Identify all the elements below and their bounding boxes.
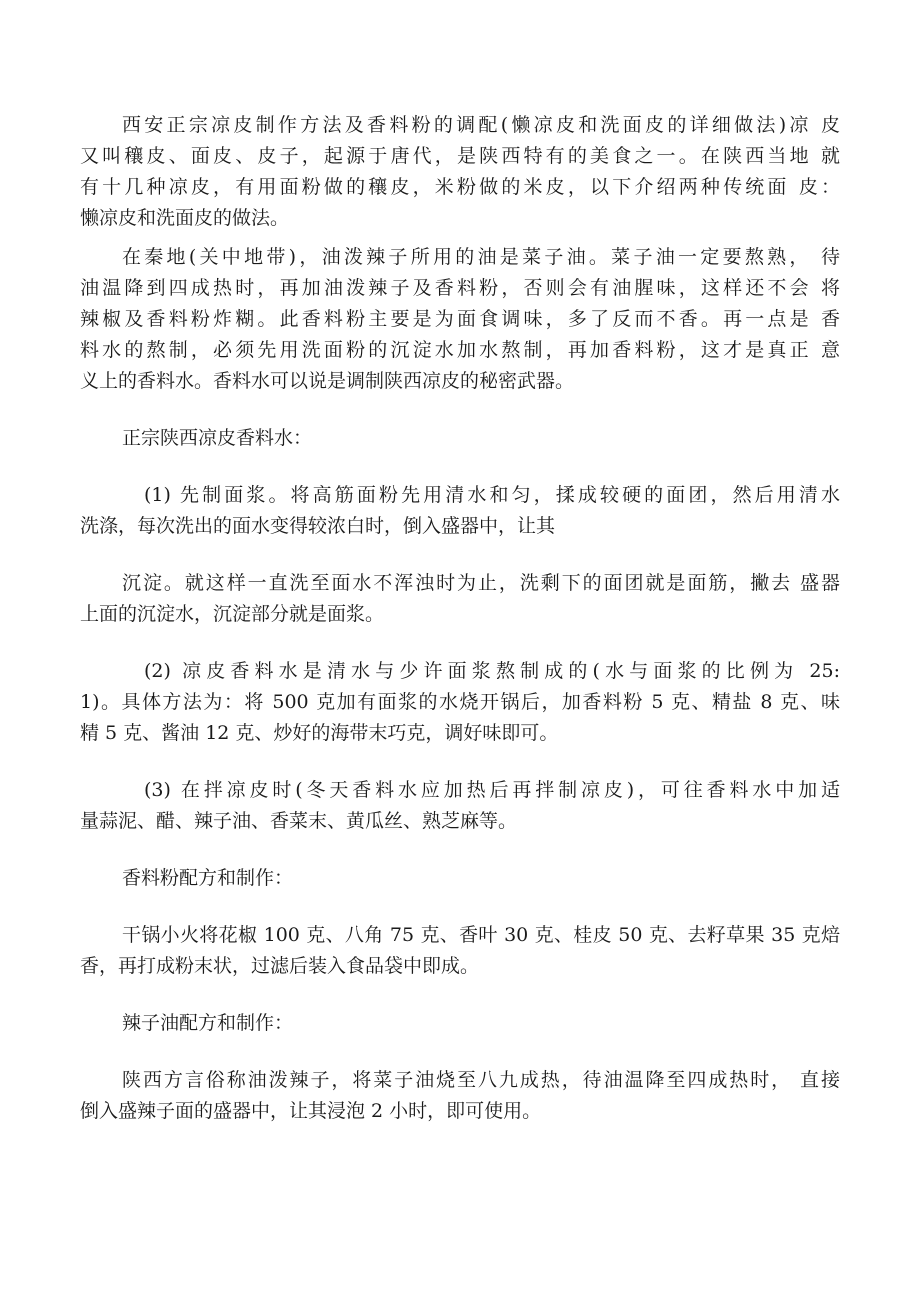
text-line: 料水的熬制，必须先用洗面粉的沉淀水加水熬制，再加香料粉，这才是真正 意 (80, 339, 840, 361)
text-line: (2) 凉皮香料水是清水与少许面浆熬制成的(水与面浆的比例为 25: (144, 660, 840, 682)
text-line: 懒凉皮和洗面皮的做法。 (80, 207, 290, 229)
text-line: 在秦地(关中地带)，油泼辣子所用的油是菜子油。菜子油一定要熬熟， 待 (122, 246, 840, 268)
text-line: 陕西方言俗称油泼辣子，将菜子油烧至八九成热，待油温降至四成热时， 直接 (122, 1069, 840, 1091)
step-1-continued-paragraph (80, 568, 840, 630)
step-1-paragraph (80, 480, 840, 542)
text-line: 西安正宗凉皮制作方法及香料粉的调配(懒凉皮和洗面皮的详细做法)凉 皮 (122, 114, 840, 136)
step-3-paragraph (80, 775, 840, 837)
section-heading: 辣子油配方和制作： (122, 1012, 294, 1034)
text-line: 倒入盛辣子面的盛器中，让其浸泡 2 小时，即可使用。 (80, 1100, 542, 1122)
chili-oil-heading (80, 1008, 840, 1039)
chili-oil-paragraph (80, 1065, 840, 1127)
section-heading: 香料粉配方和制作： (122, 867, 294, 889)
text-line: 有十几种凉皮，有用面粉做的穰皮，米粉做的米皮，以下介绍两种传统面 皮： (80, 176, 840, 198)
spice-water-heading (80, 423, 840, 454)
text-line: 香，再打成粉末状，过滤后装入食品袋中即成。 (80, 955, 480, 977)
step-2-paragraph (80, 656, 840, 749)
spice-powder-heading (80, 863, 840, 894)
section-heading: 正宗陕西凉皮香料水： (122, 427, 313, 449)
text-line: 油温降到四成热时，再加油泼辣子及香料粉，否则会有油腥味，这样还不会 将 (80, 277, 840, 299)
document-page (80, 110, 840, 1127)
text-line: 上面的沉淀水，沉淀部分就是面浆。 (80, 603, 385, 625)
text-line: 沉淀。就这样一直洗至面水不浑浊时为止，洗剩下的面团就是面筋，撇去 盛器 (122, 572, 840, 594)
oil-paragraph (80, 242, 840, 397)
text-line: 1)。具体方法为：将 500 克加有面浆的水烧开锅后，加香料粉 5 克、精盐 8 克、味 (80, 691, 840, 713)
text-line: 义上的香料水。香料水可以说是调制陕西凉皮的秘密武器。 (80, 370, 575, 392)
text-line: 精 5 克、酱油 12 克、炒好的海带末巧克，调好味即可。 (80, 722, 559, 744)
text-line: 辣椒及香料粉炸糊。此香料粉主要是为面食调味，多了反而不香。再一点是 香 (80, 308, 840, 330)
text-line: (1) 先制面浆。将高筋面粉先用清水和匀，揉成较硬的面团，然后用清水 (144, 484, 840, 506)
text-line: 量蒜泥、醋、辣子油、香菜末、黄瓜丝、熟芝麻等。 (80, 810, 518, 832)
text-line: (3) 在拌凉皮时(冬天香料水应加热后再拌制凉皮)，可往香料水中加适 (144, 779, 840, 801)
text-line: 干锅小火将花椒 100 克、八角 75 克、香叶 30 克、桂皮 50 克、去籽草果 35 克焙 (122, 924, 840, 946)
spice-powder-paragraph (80, 920, 840, 982)
text-line: 洗涤，每次洗出的面水变得较浓白时，倒入盛器中，让其 (80, 515, 556, 537)
text-line: 又叫穰皮、面皮、皮子，起源于唐代，是陕西特有的美食之一。在陕西当地 就 (80, 145, 840, 167)
intro-paragraph (80, 110, 840, 234)
